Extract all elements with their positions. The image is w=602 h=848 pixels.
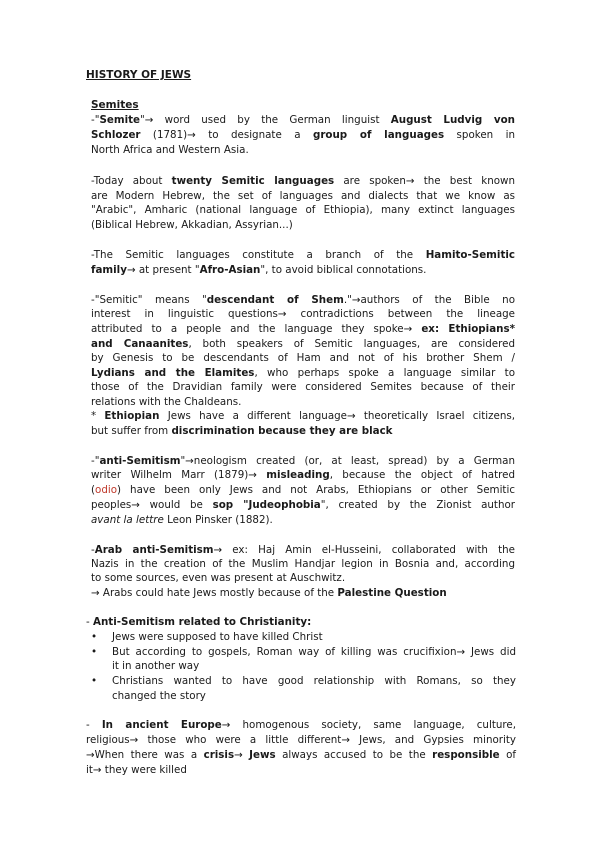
bullet-marker: •: [91, 646, 98, 658]
section-heading: Semites: [91, 99, 139, 111]
text-run: ", to avoid biblical connotations.: [260, 264, 427, 276]
text-line: [112, 630, 516, 645]
text-run: Schlozer: [91, 129, 141, 141]
text-run: Jews have a different language→ theoretically Israel citizens,: [159, 410, 516, 422]
text-line: [91, 557, 515, 572]
text-line: [91, 366, 515, 381]
text-run: always accused to be the: [275, 749, 433, 761]
bullet-marker: •: [91, 631, 98, 643]
text-line: [91, 468, 515, 483]
text-line: [91, 113, 515, 128]
text-run: Jews: [249, 749, 276, 761]
text-run: anti-Semitism: [99, 455, 181, 467]
text-line: [91, 409, 515, 424]
text-line: [91, 263, 515, 278]
text-run: of: [499, 749, 517, 761]
text-line: [86, 733, 516, 748]
text-run: it→ they were killed: [86, 764, 187, 776]
text-run: twenty Semitic languages: [171, 175, 335, 187]
text-run: interest in linguistic questions→ contradictions between the lineage: [91, 308, 515, 320]
text-line: [91, 174, 515, 189]
text-line: [91, 203, 515, 218]
text-line: [112, 645, 516, 660]
text-run: attributed to a people and the language they spoke→: [91, 323, 422, 335]
text-run: → Arabs could hate Jews mostly because of the: [91, 587, 338, 599]
text-line: [91, 498, 515, 513]
text-line: [91, 586, 515, 601]
text-run: , both speakers of Semitic languages, are considered: [188, 338, 515, 350]
text-run: August Ludvig von: [390, 114, 515, 126]
text-run: "Arabic", Amharic (national language of Ethiopia), many extinct languages: [91, 204, 515, 216]
text-run: crisis: [203, 749, 235, 761]
text-run: responsible: [432, 749, 500, 761]
text-run: Leon Pinsker (1882).: [163, 514, 273, 526]
text-run: are spoken→ the best known: [334, 175, 515, 187]
text-run: family: [91, 264, 127, 276]
text-run: North Africa and Western Asia.: [91, 144, 249, 156]
text-run: but suffer from: [91, 425, 172, 437]
text-run: and Canaanites: [91, 338, 189, 350]
text-run: , who perhaps spoke a language similar to: [254, 367, 515, 379]
text-run: ) have been only Jews and not Arabs, Ethiopians or other Semitic: [117, 484, 515, 496]
text-line: [91, 307, 515, 322]
text-line: [91, 380, 515, 395]
text-line: [86, 763, 516, 778]
text-run: Anti-Semitism related to Christianity:: [93, 616, 312, 628]
text-line: [91, 454, 515, 469]
text-line: [91, 571, 515, 586]
text-line: [91, 143, 515, 158]
text-run: Palestine Question: [337, 587, 447, 599]
text-run: -The Semitic languages constitute a branch of the: [91, 249, 426, 261]
text-run: by Genesis to be descendants of Ham and not of his brother Shem /: [91, 352, 515, 364]
text-line: [91, 218, 515, 233]
text-run: -Today about: [91, 175, 172, 187]
page-title: HISTORY OF JEWS: [86, 69, 192, 81]
text-run: Ethiopian: [104, 410, 160, 422]
text-run: Arab anti-Semitism: [94, 544, 214, 556]
text-line: [91, 424, 515, 439]
text-line: [91, 351, 515, 366]
text-run: descendant of Shem: [206, 294, 344, 306]
text-run: to some sources, even was present at Auschwitz.: [91, 572, 346, 584]
text-run: it in another way: [112, 660, 200, 672]
text-run: avant la lettre: [91, 514, 164, 526]
text-line: [91, 189, 515, 204]
text-run: But according to gospels, Roman way of killing was crucifixion→ Jews did: [112, 646, 516, 658]
text-run: relations with the Chaldeans.: [91, 396, 242, 408]
text-run: are Modern Hebrew, the set of languages and dialects that we know as: [91, 190, 515, 202]
text-run: (Biblical Hebrew, Akkadian, Assyrian...): [91, 219, 293, 231]
text-run: →When there was a: [86, 749, 204, 761]
text-run: group of languages: [312, 129, 445, 141]
text-line: [91, 128, 515, 143]
text-run: odio: [95, 484, 118, 496]
text-line: [86, 615, 516, 630]
text-line: [91, 483, 515, 498]
text-run: Afro-Asian: [199, 264, 261, 276]
text-line: [91, 543, 515, 558]
text-run: misleading: [266, 469, 330, 481]
text-run: → at present ": [126, 264, 200, 276]
text-run: Hamito-Semitic: [425, 249, 515, 261]
text-run: ", created by the Zionist author: [320, 499, 516, 511]
bullet-marker: •: [91, 675, 98, 687]
text-run: ex: Ethiopians*: [421, 323, 515, 335]
text-run: Christians wanted to have good relationship with Romans, so they: [112, 675, 516, 687]
text-line: [86, 748, 516, 763]
text-line: [112, 674, 516, 689]
text-run: ."→authors of the Bible no: [343, 294, 516, 306]
text-run: spoken in: [444, 129, 515, 141]
text-line: [91, 248, 515, 263]
text-run: those of the Dravidian family were considered Semites because of their: [91, 381, 515, 393]
text-run: , because the object of hatred: [329, 469, 515, 481]
text-run: → homogenous society, same language, culture,: [221, 719, 516, 731]
text-line: [112, 689, 516, 704]
text-line: [91, 293, 515, 308]
text-run: changed the story: [112, 690, 206, 702]
text-run: writer Wilhelm Marr (1879)→: [91, 469, 267, 481]
text-run: -"Semitic" means ": [91, 294, 207, 306]
text-run: "→neologism created (or, at least, spread) by a German: [180, 455, 515, 467]
text-run: Lydians and the Elamites: [91, 367, 255, 379]
text-run: →: [234, 749, 250, 761]
text-run: Semite: [99, 114, 141, 126]
text-line: [91, 337, 515, 352]
text-run: discrimination because they are black: [171, 425, 393, 437]
text-run: *: [91, 410, 105, 422]
text-line: [91, 322, 515, 337]
text-run: peoples→ would be: [91, 499, 213, 511]
text-run: Jews were supposed to have killed Christ: [112, 631, 323, 643]
text-run: In ancient Europe: [101, 719, 222, 731]
text-run: sop "Judeophobia: [212, 499, 321, 511]
text-run: -: [91, 544, 95, 556]
text-line: [86, 718, 516, 733]
text-run: religious→ those who were a little different→ Jews, and Gypsies minority: [86, 734, 516, 746]
text-run: -: [86, 719, 102, 731]
text-run: → ex: Haj Amin el-Husseini, collaborated with the: [213, 544, 515, 556]
text-line: [91, 513, 515, 528]
text-run: (1781)→ to designate a: [140, 129, 313, 141]
text-line: [91, 395, 515, 410]
text-run: (: [91, 484, 96, 496]
text-line: [112, 659, 516, 674]
text-run: -": [91, 114, 100, 126]
text-run: -: [86, 616, 93, 628]
text-run: -": [91, 455, 100, 467]
text-run: Nazis in the creation of the Muslim Handjar legion in Bosnia and, according: [91, 558, 515, 570]
text-run: "→ word used by the German linguist: [140, 114, 391, 126]
